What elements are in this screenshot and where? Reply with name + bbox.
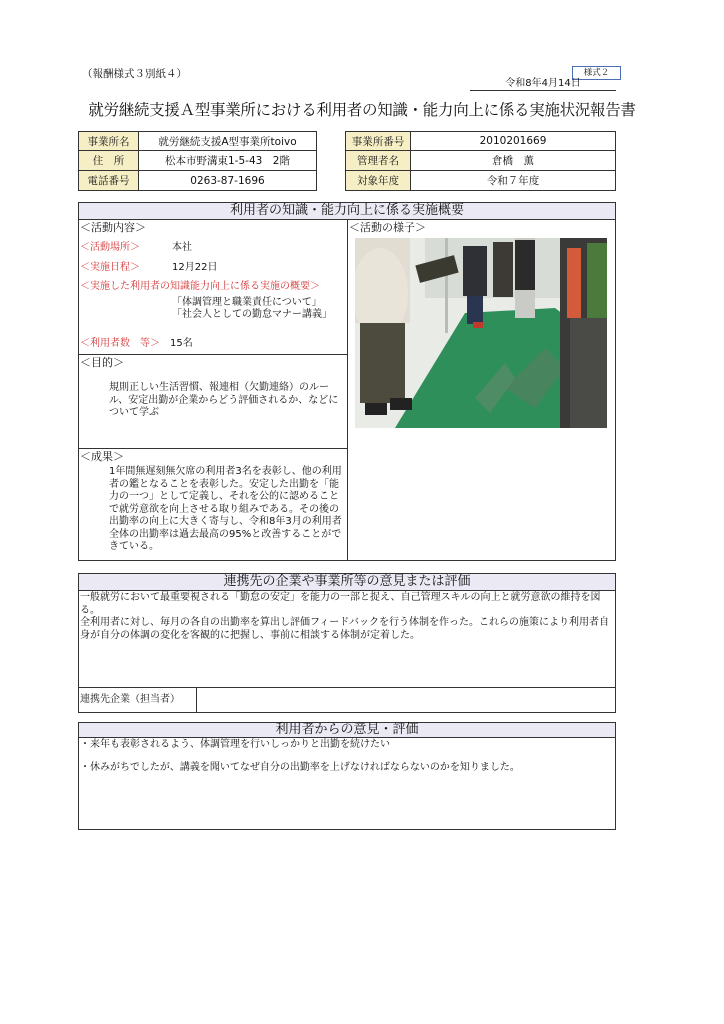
users-value: 15名: [170, 338, 193, 349]
form-number-badge: 様式２: [572, 66, 621, 80]
partner-company-col-divider: [196, 687, 197, 713]
overview-column-divider: [347, 219, 348, 561]
activity-photo: [355, 238, 607, 428]
target-year-label: 対象年度: [345, 170, 411, 191]
users-opinion-line-1: ・来年も表彰されるよう、体調管理を行いしっかりと出勤を続けたい: [80, 739, 390, 750]
partner-section-title: 連携先の企業や事業所等の意見または評価: [78, 573, 616, 591]
office-name-value: 就労継続支援A型事業所toivo: [138, 131, 317, 151]
manager-label: 管理者名: [345, 150, 411, 171]
summary-label: ＜実施した利用者の知識能力向上に係る実施の概要＞: [80, 281, 320, 292]
place-value: 本社: [172, 242, 192, 253]
purpose-heading: ＜目的＞: [80, 356, 124, 369]
users-opinion-line-2: ・休みがちでしたが、講義を聞いてなぜ自分の出勤率を上げなければならないのかを知りました。: [80, 762, 520, 773]
partner-text-2: 全利用者に対し、毎月の各自の出勤率を算出し評価フィードバックを行う体制を作った。これらの施策により利用者自身が自分の体調の変化を客観的に把握し、事前に相談する体制が定着した。: [80, 617, 609, 641]
purpose-text: 規則正しい生活習慣、報連相（欠勤連絡）のルール、安定出勤が企業からどう評価されるか、などについて学ぶ: [109, 382, 339, 418]
result-divider: [78, 448, 348, 449]
target-year-value: 令和７年度: [410, 170, 616, 191]
address-value: 松本市野溝東1-5-43 2階: [138, 150, 317, 171]
summary-item-1: 「体調管理と職業責任について」: [172, 297, 322, 308]
photo-heading: ＜活動の様子＞: [349, 221, 426, 234]
report-date: 令和8年4月14日: [470, 78, 616, 91]
place-label: ＜活動場所＞: [80, 242, 140, 253]
partner-text-1: 一般就労において最重要視される「勤怠の安定」を能力の一部と捉え、自己管理スキルの向上と就労意欲の維持を図る。: [80, 592, 601, 616]
phone-label: 電話番号: [78, 170, 139, 191]
activity-heading: ＜活動内容＞: [80, 221, 146, 234]
phone-value: 0263-87-1696: [138, 170, 317, 191]
partner-company-label: 連携先企業（担当者）: [80, 694, 180, 705]
purpose-divider: [78, 354, 348, 355]
result-heading: ＜成果＞: [80, 450, 124, 463]
page-title: 就労継続支援Ａ型事業所における利用者の知識・能力向上に係る実施状況報告書: [88, 101, 636, 119]
users-label: ＜利用者数 等＞: [80, 338, 160, 349]
users-opinion-section-title: 利用者からの意見・評価: [78, 722, 616, 738]
manager-value: 倉橋 薫: [410, 150, 616, 171]
result-text: 1年間無遅刻無欠席の利用者3名を表彰し、他の利用者の鑑となることを表彰した。安定した出勤を「能力の一つ」として定義し、それを公的に認めることで就労意欲を向上させる取り組みである。その後の出勤率の向上に大きく寄与し、令和8年3月の利用者全体の出勤率は過去最高の95%と改善することができている。: [109, 466, 342, 552]
date-label: ＜実施日程＞: [80, 262, 140, 273]
office-number-value: 2010201669: [410, 131, 616, 151]
form-reference: （報酬様式３別紙４）: [82, 68, 187, 80]
address-label: 住 所: [78, 150, 139, 171]
office-number-label: 事業所番号: [345, 131, 411, 151]
office-name-label: 事業所名: [78, 131, 139, 151]
date-value: 12月22日: [172, 262, 218, 273]
overview-section-title: 利用者の知識・能力向上に係る実施概要: [78, 202, 616, 220]
partner-company-divider: [78, 687, 616, 688]
summary-item-2: 「社会人としての勤怠マナー講義」: [172, 309, 332, 320]
